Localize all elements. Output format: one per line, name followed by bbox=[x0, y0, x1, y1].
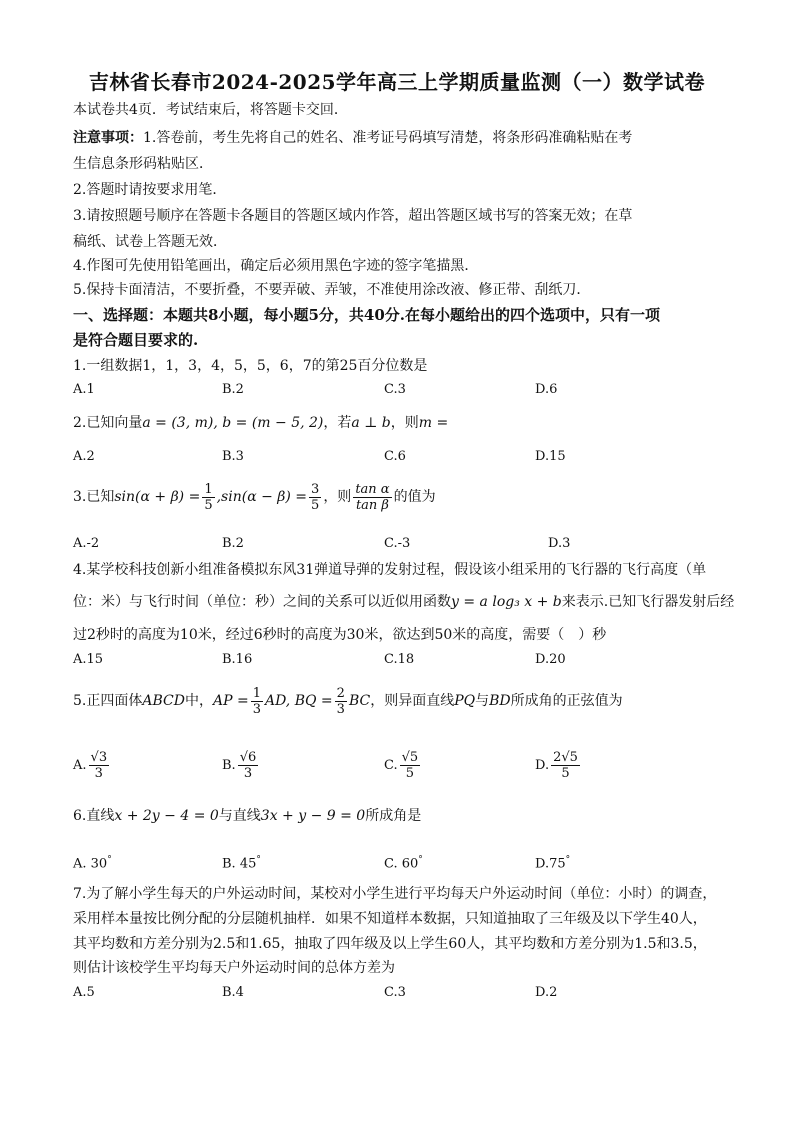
q5-option-a-frac bbox=[89, 750, 110, 781]
exam-title: 吉林省长春市2024-2025学年高三上学期质量监测（一）数学试卷 bbox=[88, 70, 706, 94]
notice-label: 注意事项： bbox=[73, 130, 143, 146]
q6-line-2: 3x + y − 9 = 0 bbox=[260, 808, 366, 824]
q5-option-d-den: 5 bbox=[561, 766, 570, 781]
q3-frac-2 bbox=[309, 482, 321, 513]
q3-frac-1-num: 1 bbox=[204, 481, 213, 497]
intro-text: 本试卷共4页．考试结束后，将答题卡交回． bbox=[73, 102, 348, 118]
q5-frac-2-num: 2 bbox=[336, 685, 345, 701]
q5-post: 所成角的正弦值为 bbox=[510, 693, 623, 709]
q1-option-a: A.1 bbox=[73, 382, 95, 397]
q4-function: y = a log₃ x + b bbox=[451, 594, 562, 610]
q5-option-c-num: √5 bbox=[401, 750, 419, 765]
question-6 bbox=[73, 806, 421, 826]
notice-1-cont: 生信息条形码粘贴区． bbox=[73, 156, 213, 172]
q3-option-d: D.3 bbox=[548, 536, 571, 551]
q5-frac-1-den: 3 bbox=[252, 701, 261, 717]
q6-option-a bbox=[73, 850, 112, 874]
q1-option-d: D.6 bbox=[535, 382, 558, 397]
q6-pre: 6.直线 bbox=[73, 808, 115, 824]
q4-option-a: A.15 bbox=[73, 652, 104, 667]
notice-1 bbox=[73, 128, 632, 148]
q2-option-d: D.15 bbox=[535, 449, 566, 464]
q6-option-a-degree: ° bbox=[107, 855, 112, 865]
q3-frac-1-den: 5 bbox=[204, 497, 213, 513]
q6-option-d-degree: ° bbox=[565, 855, 571, 865]
q4-b2: 来表示.已知飞行器发射后经 bbox=[561, 594, 735, 610]
q3-sin1: sin(α + β) = bbox=[114, 489, 201, 505]
notice-1a: 1.答卷前，考生先将自己的姓名、准考证号码填写清楚，将条形码准确粘贴在考 bbox=[143, 130, 633, 146]
q3-frac-tan-den: tan β bbox=[355, 497, 389, 513]
q5-mid2: ，则异面直线 bbox=[370, 693, 455, 709]
section-1-heading-cont: 是符合题目要求的. bbox=[73, 331, 199, 349]
q6-line-1: x + 2y − 4 = 0 bbox=[114, 808, 219, 824]
q1-option-c: C.3 bbox=[384, 382, 406, 397]
q3-frac-tan-num: tan α bbox=[355, 481, 390, 497]
q3-mid: ，则 bbox=[323, 489, 352, 505]
q6-option-c bbox=[384, 850, 423, 874]
q5-ap: AP = bbox=[212, 693, 249, 709]
q5-frac-2-den: 3 bbox=[336, 701, 345, 717]
q3-post: 的值为 bbox=[393, 489, 436, 505]
question-7-cont-3: 则估计该校学生平均每天户外运动时间的总体方差为 bbox=[73, 960, 395, 976]
q2-pre: 2.已知向量 bbox=[73, 415, 143, 431]
q1-option-b: B.2 bbox=[222, 382, 244, 397]
q3-pre: 3.已知 bbox=[73, 489, 115, 505]
q3-frac-tan bbox=[353, 482, 391, 513]
notice-4: 4.作图可先使用铅笔画出，确定后必须用黑色字迹的签字笔描黑． bbox=[73, 258, 479, 274]
q6-option-b-degree: ° bbox=[256, 855, 261, 865]
q5-frac-2 bbox=[335, 686, 347, 717]
q5-pre: 5.正四面体 bbox=[73, 693, 143, 709]
q6-option-b-text: B. 45 bbox=[222, 856, 257, 872]
q6-post: 所成角是 bbox=[365, 808, 422, 824]
q3-option-c: C.-3 bbox=[384, 536, 411, 551]
q5-frac-1-num: 1 bbox=[252, 685, 261, 701]
q5-ad: AD, BQ = bbox=[264, 693, 333, 709]
q5-option-c bbox=[384, 750, 422, 781]
q6-option-d bbox=[535, 850, 570, 874]
q4-option-d: D.20 bbox=[535, 652, 566, 667]
question-1: 1.一组数据1，1，3，4，5，5，6，7的第25百分位数是 bbox=[73, 358, 428, 374]
q5-option-b-frac bbox=[238, 750, 259, 781]
q3-sin2: ,sin(α − β) = bbox=[216, 489, 308, 505]
q5-mid3: 与 bbox=[475, 693, 490, 709]
q5-option-b-den: 3 bbox=[243, 766, 253, 781]
q3-frac-2-num: 3 bbox=[311, 481, 320, 497]
question-4: 4.某学校科技创新小组准备模拟东风31弹道导弹的发射过程，假设该小组采用的飞行器的飞行高度（单 bbox=[73, 562, 707, 578]
q5-mid1: 中， bbox=[184, 693, 213, 709]
question-7-cont-1: 采用样本量按比例分配的分层随机抽样．如果不知道样本数据，只知道抽取了三年级及以下学生40人， bbox=[73, 911, 707, 927]
q5-option-b-letter: B. bbox=[222, 758, 236, 773]
q2-mid: ，若 bbox=[323, 415, 352, 431]
q5-option-b bbox=[222, 750, 260, 781]
q5-option-a-den: 3 bbox=[94, 766, 103, 781]
question-3 bbox=[73, 479, 436, 515]
q5-option-a bbox=[73, 750, 111, 781]
q6-option-b bbox=[222, 850, 261, 874]
q4-b1: 位：米）与飞行时间（单位：秒）之间的关系可以近似用函数 bbox=[73, 594, 451, 610]
q5-option-c-den: 5 bbox=[405, 766, 415, 781]
question-2 bbox=[73, 413, 448, 433]
q7-option-a: A.5 bbox=[73, 985, 95, 1000]
q5-option-b-num: √6 bbox=[239, 750, 257, 765]
notice-2: 2.答题时请按要求用笔． bbox=[73, 182, 227, 198]
q5-option-a-letter: A. bbox=[73, 758, 87, 773]
q5-bd: BD bbox=[489, 693, 511, 709]
notice-3: 3.请按照题号顺序在答题卡各题目的答题区域内作答，超出答题区域书写的答案无效；在草 bbox=[73, 208, 633, 224]
q2-option-c: C.6 bbox=[384, 449, 406, 464]
q6-mid: 与直线 bbox=[218, 808, 261, 824]
q5-option-d bbox=[535, 750, 582, 781]
q6-option-c-degree: ° bbox=[418, 855, 423, 865]
q5-option-d-frac bbox=[551, 750, 580, 781]
q5-option-d-letter: D. bbox=[535, 758, 550, 773]
q4-option-c: C.18 bbox=[384, 652, 415, 667]
q5-option-d-num: 2√5 bbox=[553, 750, 578, 765]
q2-vectors: a = (3, m), b = (m − 5, 2) bbox=[142, 415, 324, 431]
q5-option-c-frac bbox=[400, 750, 421, 781]
question-4-cont-1 bbox=[73, 592, 734, 612]
question-5 bbox=[73, 683, 623, 719]
q7-option-d: D.2 bbox=[535, 985, 558, 1000]
q7-option-c: C.3 bbox=[384, 985, 406, 1000]
q6-option-d-text: D.75 bbox=[535, 856, 566, 872]
notice-3-cont: 稿纸、试卷上答题无效． bbox=[73, 234, 227, 250]
q7-option-b: B.4 bbox=[222, 985, 244, 1000]
q5-option-c-letter: C. bbox=[384, 758, 398, 773]
q2-option-a: A.2 bbox=[73, 449, 95, 464]
q5-bc: BC bbox=[348, 693, 371, 709]
question-7-cont-2: 其平均数和方差分别为2.5和1.65，抽取了四年级及以上学生60人，其平均数和方差分别为1.5和3.5， bbox=[73, 936, 707, 952]
notice-5: 5.保持卡面清洁，不要折叠，不要弄破、弄皱，不准使用涂改液、修正带、刮纸刀． bbox=[73, 282, 591, 298]
q5-frac-1 bbox=[251, 686, 263, 717]
q3-option-a: A.-2 bbox=[73, 536, 100, 551]
question-4-cont-2: 过2秒时的高度为10米，经过6秒时的高度为30米，欲达到50米的高度，需要（ ）秒 bbox=[73, 627, 607, 643]
q4-option-b: B.16 bbox=[222, 652, 253, 667]
q2-m: m = bbox=[418, 415, 449, 431]
q2-perp: a ⊥ b bbox=[351, 415, 391, 431]
q6-option-c-text: C. 60 bbox=[384, 856, 419, 872]
q5-pq: PQ bbox=[454, 693, 476, 709]
q5-option-a-num: √3 bbox=[90, 750, 108, 765]
q2-post: ，则 bbox=[390, 415, 419, 431]
q2-option-b: B.3 bbox=[222, 449, 244, 464]
section-1-heading: 一、选择题：本题共8小题，每小题5分，共40分.在每小题给出的四个选项中，只有一项 bbox=[73, 306, 660, 324]
q5-abcd: ABCD bbox=[142, 693, 185, 709]
q3-frac-2-den: 5 bbox=[311, 497, 320, 513]
q6-option-a-text: A. 30 bbox=[73, 856, 108, 872]
q3-frac-1 bbox=[202, 482, 214, 513]
question-7: 7.为了解小学生每天的户外运动时间，某校对小学生进行平均每天户外运动时间（单位：小时）的调查， bbox=[73, 886, 717, 902]
q3-option-b: B.2 bbox=[222, 536, 244, 551]
